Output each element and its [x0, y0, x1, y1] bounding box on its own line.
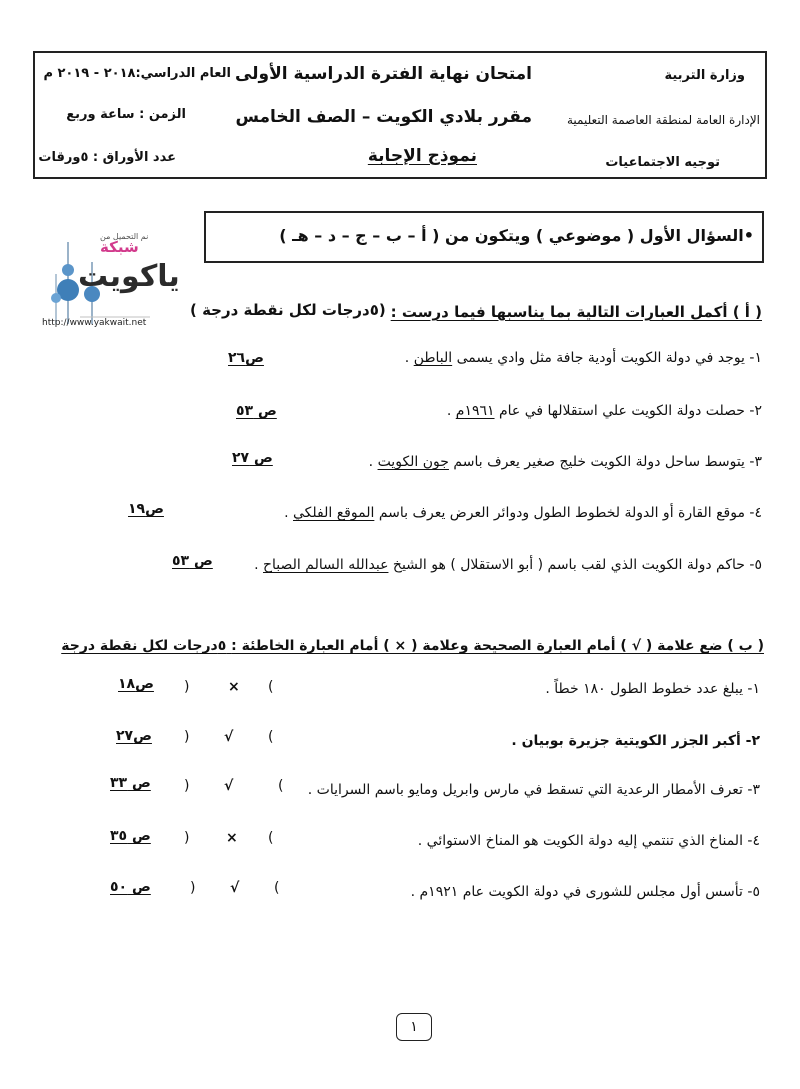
answer-mark: × [228, 679, 240, 695]
section-a-grade-note: (٥درجات لكل نقطة درجة ) [190, 301, 386, 319]
item-answer: الباطن [413, 350, 453, 366]
page-reference: ص ٥٠ [110, 879, 151, 895]
section-b-item: ٢- أكبر الجزر الكويتية جزيرة بوبيان . [511, 733, 760, 749]
section-b-grade-note: ٥درجات لكل نقطة درجة [61, 638, 227, 654]
logo-brand-large: ياكويت [78, 259, 180, 294]
question-one-title: •السؤال الأول ( موضوعي ) ويتكون من ( أ – ب – ج – د – هـ ) [279, 226, 754, 245]
answer-mark: √ [230, 880, 240, 896]
page-reference: ص ٥٣ [172, 553, 213, 569]
section-b-item: ٣- تعرف الأمطار الرعدية التي تسقط في مارس وابريل ومايو باسم السرايات . [307, 782, 760, 798]
item-text: ٣- يتوسط ساحل دولة الكويت خليج صغير يعرف باسم [453, 454, 762, 470]
item-end: . [368, 454, 374, 470]
answer-mark: √ [224, 729, 234, 745]
answer-model-label: نموذج الإجابة [367, 146, 477, 166]
item-answer: الموقع الفلكي [293, 505, 375, 521]
section-b-item: ٥- تأسس أول مجلس للشورى في دولة الكويت عام ١٩٢١م . [410, 884, 760, 900]
section-a-heading: ( أ ) أكمل العبارات التالية بما يناسبها فيما درست : [390, 303, 762, 321]
item-end: . [254, 557, 259, 573]
answer-mark: × [226, 830, 238, 846]
section-b-item: ١- يبلغ عدد خطوط الطول ١٨٠ خطاً . [545, 681, 760, 697]
section-a-item [254, 557, 762, 573]
page-reference: ص١٨ [118, 676, 154, 692]
item-end: . [284, 505, 289, 521]
logo-url: http://www.yakwait.net [42, 318, 147, 328]
item-answer: جون الكويت [377, 454, 449, 470]
page-reference: ص ٢٧ [232, 450, 273, 466]
page-reference: ص ٥٣ [236, 403, 277, 419]
answer-mark: √ [224, 778, 234, 794]
exam-title: امتحان نهاية الفترة الدراسية الأولى [234, 64, 532, 84]
page-reference: ص٢٧ [116, 728, 152, 744]
page-reference: ص٢٦ [228, 350, 264, 366]
item-text: ٥- حاكم دولة الكويت الذي لقب باسم ( أبو الاستقلال ) هو الشيخ [392, 557, 762, 573]
section-a-item [447, 403, 762, 419]
page-reference: ص ٣٣ [110, 775, 151, 791]
section-a-item [369, 454, 762, 470]
ministry-name: وزارة التربية [664, 68, 745, 83]
item-answer: ١٩٦١م [455, 403, 495, 419]
supervision-name: توجيه الاجتماعيات [605, 155, 720, 170]
school-year: العام الدراسي:٢٠١٨ - ٢٠١٩ م [43, 66, 231, 81]
exam-time: الزمن : ساعة وربع [66, 107, 186, 122]
page-reference: ص١٩ [128, 501, 164, 517]
section-b-heading-text: ( ب ) ضع علامة ( √ ) أمام العبارة الصحيحة وعلامة ( × ) أمام العبارة الخاطئة : [231, 638, 764, 654]
directorate-name: الإدارة العامة لمنطقة العاصمة التعليمية [566, 113, 760, 127]
page-number: ١ [396, 1013, 432, 1041]
section-a-item [284, 505, 762, 521]
section-b-heading [61, 638, 764, 654]
section-b-item: ٤- المناخ الذي تنتمي إليه دولة الكويت هو المناخ الاستوائي . [417, 833, 760, 849]
page-reference: ص ٣٥ [110, 828, 151, 844]
item-text: ٢- حصلت دولة الكويت علي استقلالها في عام [498, 403, 762, 419]
item-end: . [446, 403, 452, 419]
section-a-item [405, 350, 762, 366]
page-count: عدد الأوراق : ٥ورقات [38, 150, 176, 165]
course-title: مقرر بلادي الكويت – الصف الخامس [235, 107, 532, 127]
item-end: . [404, 350, 410, 366]
item-text: ٤- موقع القارة أو الدولة لخطوط الطول ودوائر العرض يعرف باسم [378, 505, 762, 521]
item-text: ١- يوجد في دولة الكويت أودية جافة مثل وادي يسمى [456, 350, 762, 366]
logo-brand-small: شبكة [100, 238, 139, 256]
logo-top-line: نم التحميل من [100, 232, 149, 241]
item-answer: عبدالله السالم الصباح [263, 557, 389, 573]
yakwait-logo [40, 232, 180, 342]
